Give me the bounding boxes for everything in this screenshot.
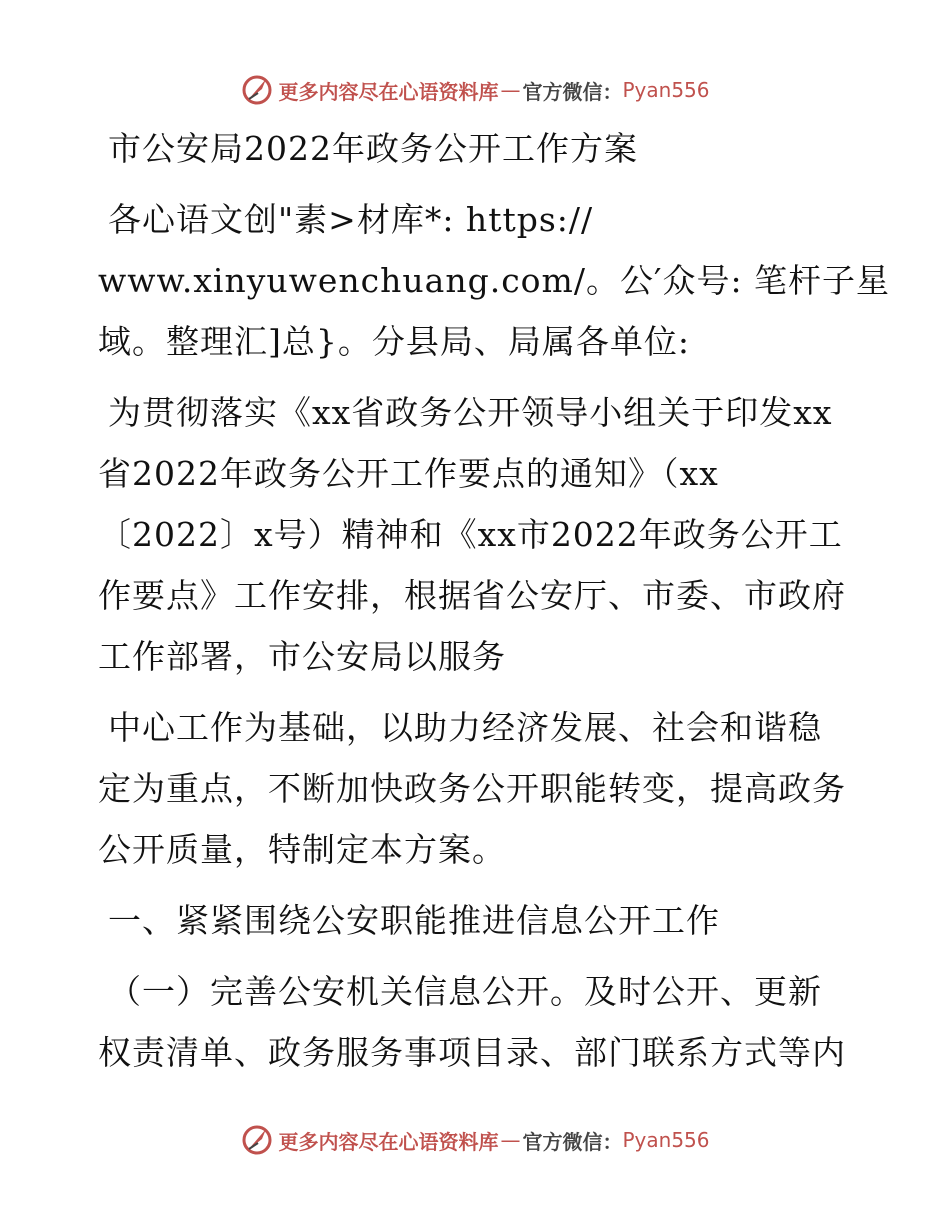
intro-line: 各心语文创"素>材库*: https:// <box>108 200 594 239</box>
watermark-wechat-label: 官方微信： <box>522 79 623 104</box>
feather-logo-icon <box>240 73 274 107</box>
paragraph-line: 省2022年政务公开工作要点的通知》（xx <box>98 454 719 493</box>
intro-line: 域。整理汇]总}。分县局、局属各单位: <box>98 322 690 361</box>
watermark-wechat-label: 官方微信： <box>522 1129 623 1154</box>
footer-watermark-banner <box>0 1120 950 1160</box>
paragraph-line: 作要点》工作安排，根据省公安厅、市委、市政府 <box>98 576 846 615</box>
document-body <box>98 118 891 1083</box>
watermark-wechat-id: Pyan556 <box>622 1128 710 1152</box>
header-watermark-banner <box>0 70 950 110</box>
document-title: 市公安局2022年政务公开工作方案 <box>108 129 638 168</box>
paragraph-line: 定为重点，不断加快政务公开职能转变，提高政务 <box>98 769 846 808</box>
paragraph-line: 为贯彻落实《xx省政务公开领导小组关于印发xx <box>108 393 833 432</box>
watermark-wechat-id: Pyan556 <box>622 78 710 102</box>
feather-logo-icon <box>240 1123 274 1157</box>
paragraph-line: 〔2022〕x号）精神和《xx市2022年政务公开工 <box>98 515 843 554</box>
watermark-separator: — <box>500 78 521 102</box>
watermark-separator: — <box>500 1128 521 1152</box>
paragraph-line: 中心工作为基础，以助力经济发展、社会和谐稳 <box>108 708 822 747</box>
intro-line: www.xinyuwenchuang.com/。公′众号: 笔杆子星 <box>98 261 891 300</box>
watermark-ad-text: 更多内容尽在心语资料库 <box>278 79 499 104</box>
watermark-ad-text: 更多内容尽在心语资料库 <box>278 1129 499 1154</box>
paragraph-line: 工作部署，市公安局以服务 <box>98 637 506 676</box>
paragraph-line: （一）完善公安机关信息公开。及时公开、更新 <box>108 972 822 1011</box>
paragraph-line: 公开质量，特制定本方案。 <box>98 830 506 869</box>
paragraph-line: 权责清单、政务服务事项目录、部门联系方式等内 <box>98 1033 846 1072</box>
section-heading: 一、紧紧围绕公安职能推进信息公开工作 <box>108 901 720 940</box>
